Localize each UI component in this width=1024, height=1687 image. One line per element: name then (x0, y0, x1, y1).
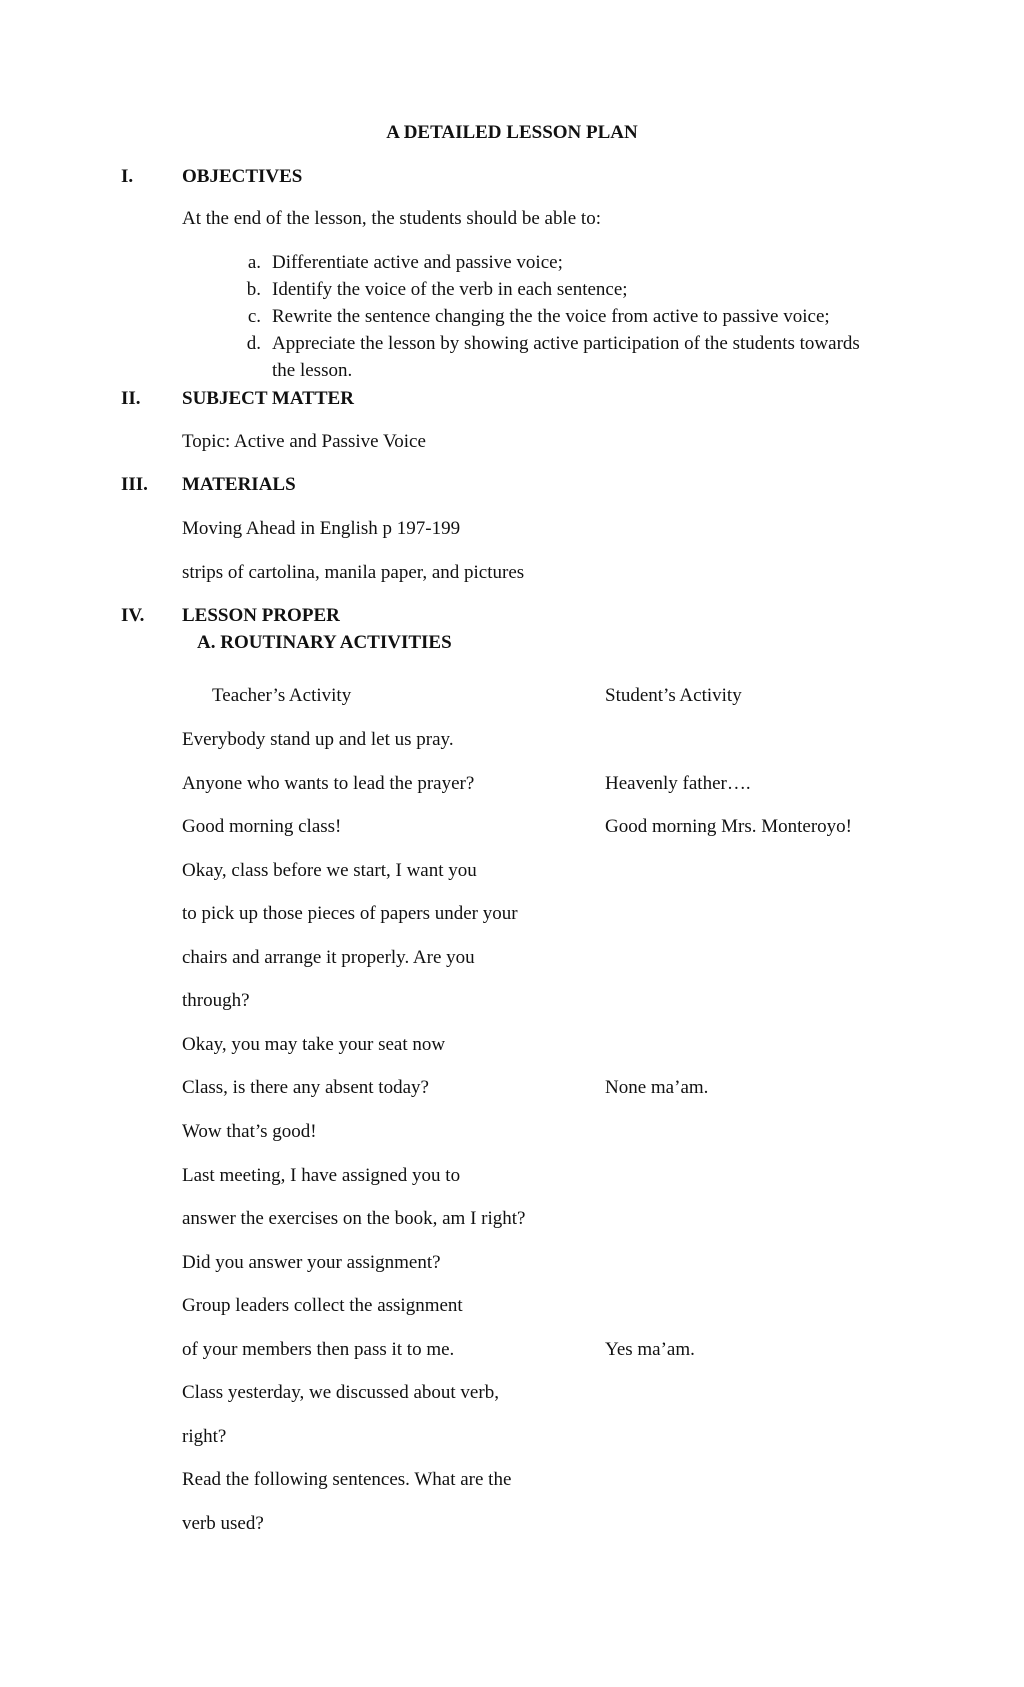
teacher-line: Anyone who wants to lead the prayer? (182, 773, 475, 794)
teacher-line: Read the following sentences. What are the (182, 1469, 512, 1490)
teacher-line: Group leaders collect the assignment (182, 1295, 463, 1316)
objective-text: Identify the voice of the verb in each sentence; (272, 279, 628, 300)
document-title: A DETAILED LESSON PLAN (386, 122, 638, 143)
section-numeral-materials: III. (121, 474, 148, 495)
objective-text: Rewrite the sentence changing the the voice from active to passive voice; (272, 306, 830, 327)
objective-letter: a. (247, 252, 261, 273)
teacher-line: Okay, you may take your seat now (182, 1034, 446, 1055)
teacher-line: Class yesterday, we discussed about verb, (182, 1382, 499, 1403)
section-numeral-subject-matter: II. (121, 388, 141, 409)
teacher-line: to pick up those pieces of papers under your (182, 903, 518, 924)
section-heading-materials: MATERIALS (182, 474, 296, 495)
objective-letter: d. (246, 333, 261, 354)
materials-line: strips of cartolina, manila paper, and pictures (182, 562, 525, 583)
student-line: Yes ma’am. (605, 1339, 695, 1360)
student-activity-header: Student’s Activity (605, 685, 742, 706)
student-line: None ma’am. (605, 1077, 709, 1098)
objective-letter: b. (246, 279, 261, 300)
student-line: Good morning Mrs. Monteroyo! (605, 816, 852, 837)
student-line: Heavenly father…. (605, 773, 751, 794)
materials-line: Moving Ahead in English p 197-199 (182, 518, 461, 539)
teacher-line: through? (182, 990, 250, 1011)
section-numeral-objectives: I. (121, 166, 134, 187)
teacher-line: Okay, class before we start, I want you (182, 860, 477, 881)
teacher-line: of your members then pass it to me. (182, 1339, 455, 1360)
section-numeral-lesson-proper: IV. (121, 605, 145, 626)
teacher-line: Did you answer your assignment? (182, 1252, 441, 1273)
teacher-line: answer the exercises on the book, am I right? (182, 1208, 526, 1229)
section-heading-objectives: OBJECTIVES (182, 166, 303, 187)
section-heading-lesson-proper: LESSON PROPER (182, 605, 340, 626)
teacher-line: verb used? (182, 1513, 264, 1534)
objective-text-continued: the lesson. (272, 360, 353, 381)
section-heading-subject-matter: SUBJECT MATTER (182, 388, 354, 409)
teacher-line: Wow that’s good! (182, 1121, 317, 1142)
teacher-line: Everybody stand up and let us pray. (182, 729, 454, 750)
objective-text: Appreciate the lesson by showing active participation of the students towards (272, 333, 860, 354)
teacher-line: Last meeting, I have assigned you to (182, 1165, 461, 1186)
teacher-line: Class, is there any absent today? (182, 1077, 429, 1098)
teacher-line: right? (182, 1426, 227, 1447)
teacher-activity-header: Teacher’s Activity (212, 685, 352, 706)
teacher-line: chairs and arrange it properly. Are you (182, 947, 475, 968)
objectives-intro: At the end of the lesson, the students should be able to: (182, 208, 601, 229)
subject-topic: Topic: Active and Passive Voice (182, 431, 426, 452)
objective-text: Differentiate active and passive voice; (272, 252, 563, 273)
teacher-line: Good morning class! (182, 816, 342, 837)
subheading-routinary-activities: A. ROUTINARY ACTIVITIES (197, 632, 452, 653)
objective-letter: c. (247, 306, 261, 327)
